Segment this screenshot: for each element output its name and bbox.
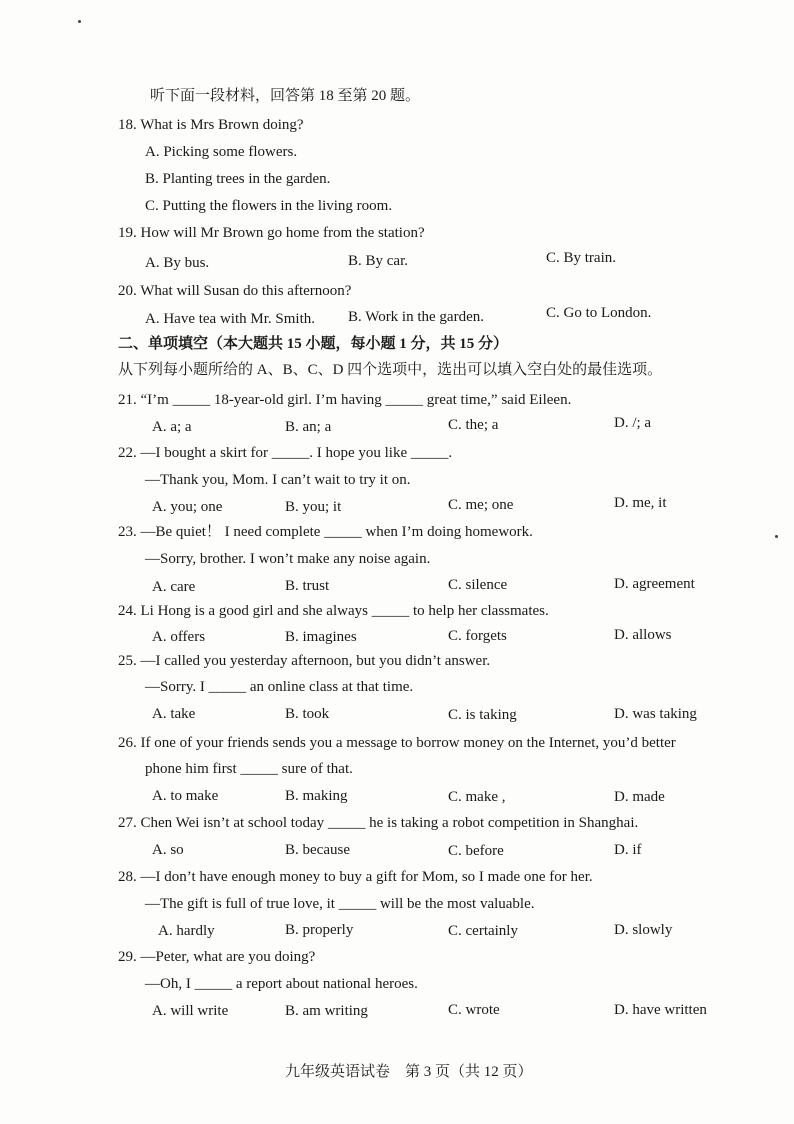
scan-speck [78,20,81,23]
q27-option-a: A. so [152,842,184,858]
q23-option-d: D. agreement [614,576,695,592]
question-26-stem: 26. If one of your friends sends you a message to borrow money on the Internet, you’d better [118,735,676,751]
q19-option-c: C. By train. [546,250,616,266]
q24-option-b: B. imagines [285,629,357,645]
q25-option-a: A. take [152,706,196,722]
question-22-stem: 22. —I bought a skirt for _____. I hope you like _____. [118,445,453,461]
q22-option-c: C. me; one [448,497,514,513]
question-27-stem: 27. Chen Wei isn’t at school today _____ he is taking a robot competition in Shanghai. [118,815,639,831]
question-25-stem: 25. —I called you yesterday afternoon, but you didn’t answer. [118,653,491,669]
q24-option-d: D. allows [614,627,672,643]
q26-option-b: B. making [285,788,348,804]
q20-option-c: C. Go to London. [546,305,652,321]
q23-option-a: A. care [152,579,196,595]
q25-option-d: D. was taking [614,706,697,722]
q20-option-b: B. Work in the garden. [348,309,484,325]
question-21-stem: 21. “I’m _____ 18-year-old girl. I’m having _____ great time,” said Eileen. [118,392,572,408]
q25-option-b: B. took [285,706,330,722]
q24-option-c: C. forgets [448,628,507,644]
q21-option-c: C. the; a [448,417,499,433]
question-29-line2: —Oh, I _____ a report about national heroes. [145,976,418,992]
q26-option-a: A. to make [152,788,219,804]
q29-option-b: B. am writing [285,1003,368,1019]
q23-option-b: B. trust [285,578,330,594]
question-29-stem: 29. —Peter, what are you doing? [118,949,316,965]
question-22-line2: —Thank you, Mom. I can’t wait to try it on. [145,472,411,488]
question-28-line2: —The gift is full of true love, it _____ will be the most valuable. [145,896,535,912]
q21-option-a: A. a; a [152,419,192,435]
q26-option-d: D. made [614,789,665,805]
q18-option-c: C. Putting the flowers in the living room. [145,198,393,214]
q25-option-c: C. is taking [448,707,517,723]
q22-option-a: A. you; one [152,499,223,515]
listening-intro: 听下面一段材料，回答第 18 至第 20 题。 [150,88,421,104]
q20-option-a: A. Have tea with Mr. Smith. [145,311,315,327]
question-23-line2: —Sorry, brother. I won’t make any noise again. [145,551,431,567]
q19-option-b: B. By car. [348,253,408,269]
q29-option-d: D. have written [614,1002,707,1018]
question-28-stem: 28. —I don’t have enough money to buy a gift for Mom, so I made one for her. [118,869,593,885]
question-24-stem: 24. Li Hong is a good girl and she always _____ to help her classmates. [118,603,549,619]
question-23-stem: 23. —Be quiet！ I need complete _____ when I’m doing homework. [118,524,533,540]
q27-option-d: D. if [614,842,642,858]
q18-option-b: B. Planting trees in the garden. [145,171,331,187]
q29-option-c: C. wrote [448,1002,500,1018]
q22-option-b: B. you; it [285,499,342,515]
question-18-stem: 18. What is Mrs Brown doing? [118,117,304,133]
q28-option-a: A. hardly [158,923,215,939]
q22-option-d: D. me, it [614,495,667,511]
question-20-stem: 20. What will Susan do this afternoon? [118,283,352,299]
q21-option-b: B. an; a [285,419,332,435]
question-25-line2: —Sorry. I _____ an online class at that time. [145,679,414,695]
q18-option-a: A. Picking some flowers. [145,144,298,160]
q27-option-c: C. before [448,843,504,859]
question-19-stem: 19. How will Mr Brown go home from the station? [118,225,425,241]
q28-option-d: D. slowly [614,922,673,938]
page-footer: 九年级英语试卷 第 3 页（共 12 页） [285,1064,533,1080]
section-2-instructions: 从下列每小题所给的 A、B、C、D 四个选项中，选出可以填入空白处的最佳选项。 [118,362,663,378]
q28-option-b: B. properly [285,922,354,938]
q26-option-c: C. make , [448,789,506,805]
question-26-line2: phone him first _____ sure of that. [145,761,353,777]
q21-option-d: D. /; a [614,415,652,431]
q19-option-a: A. By bus. [145,255,210,271]
section-2-title: 二、单项填空（本大题共 15 小题，每小题 1 分，共 15 分） [118,336,509,352]
q29-option-a: A. will write [152,1003,229,1019]
q28-option-c: C. certainly [448,923,518,939]
q24-option-a: A. offers [152,629,206,645]
scan-speck [775,535,778,538]
q23-option-c: C. silence [448,577,508,593]
q27-option-b: B. because [285,842,350,858]
